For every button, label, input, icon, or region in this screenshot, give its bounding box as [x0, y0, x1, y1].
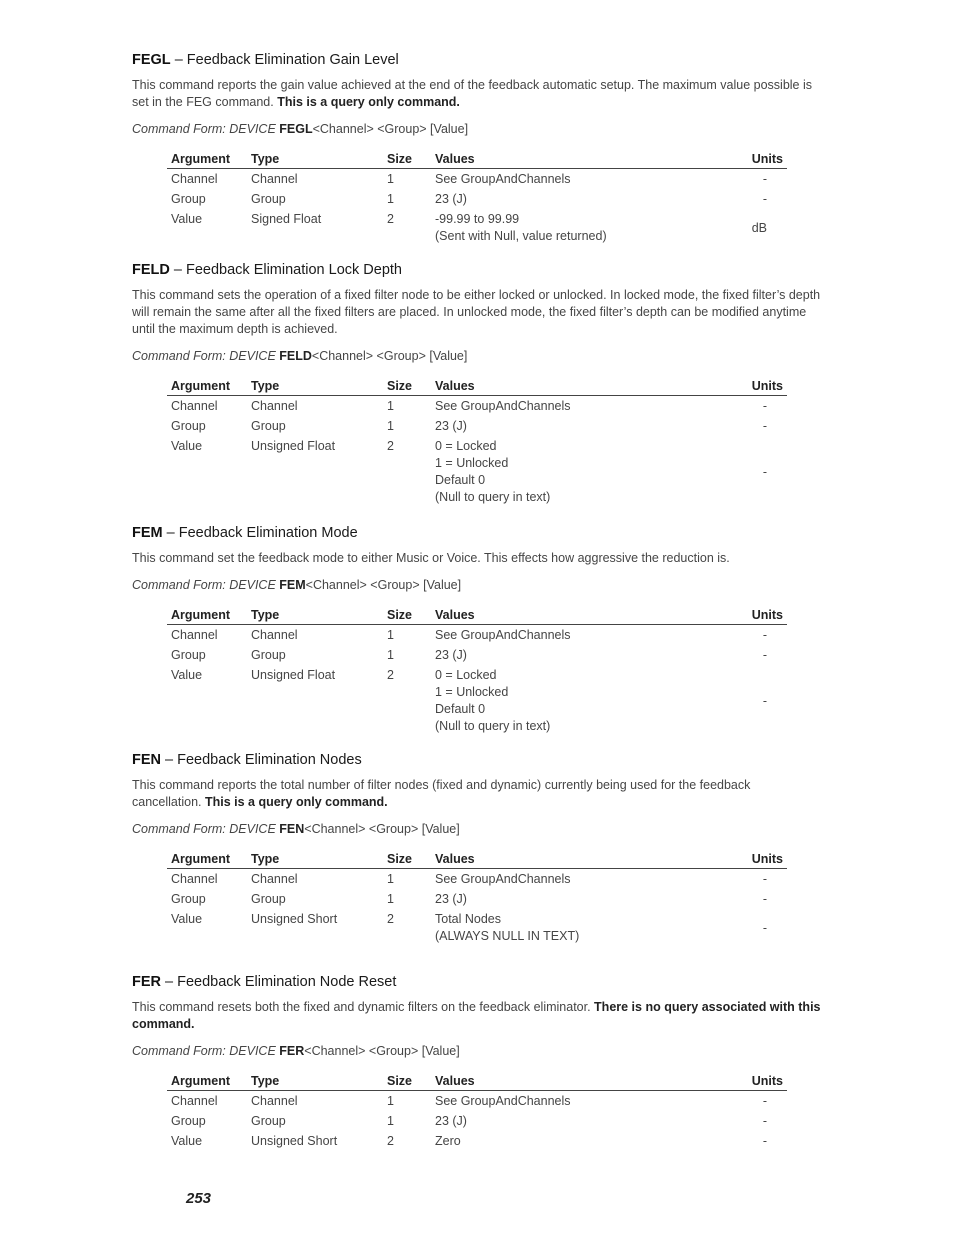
cell-values	[431, 189, 739, 209]
table-row	[167, 416, 787, 436]
header-units: Units	[739, 150, 787, 169]
parameter-table	[167, 150, 787, 246]
command-form-args: <Channel> <Group> [Value]	[304, 1044, 460, 1058]
cell-values	[431, 889, 739, 909]
value-line: Zero	[435, 1134, 461, 1148]
cell-values	[431, 396, 739, 417]
command-form-label: Command Form:	[132, 122, 230, 136]
cell-values	[431, 625, 739, 646]
command-title: Feedback Elimination Node Reset	[177, 974, 397, 990]
header-units: Units	[739, 1072, 787, 1091]
cell-values	[431, 1111, 739, 1131]
table-header-row	[167, 377, 787, 396]
command-section-fem	[132, 523, 822, 736]
command-heading	[132, 972, 822, 992]
header-size: Size	[383, 1072, 431, 1091]
description-emphasis: This is a query only command.	[204, 795, 388, 809]
header-type: Type	[247, 377, 383, 396]
cell-size: 2	[387, 912, 394, 926]
header-units: Units	[739, 850, 787, 869]
command-heading	[132, 260, 822, 280]
table-row	[167, 645, 787, 665]
cell-size: 1	[387, 1114, 394, 1128]
heading-separator: –	[162, 525, 179, 541]
cell-values	[431, 645, 739, 665]
cell-type: Channel	[251, 399, 298, 413]
table-row	[167, 209, 787, 246]
table-row	[167, 169, 787, 190]
table-header-row	[167, 1072, 787, 1091]
command-form-args: <Channel> <Group> [Value]	[312, 122, 469, 136]
cell-units: -	[762, 172, 767, 186]
cell-argument: Group	[171, 892, 206, 906]
command-description	[132, 777, 822, 811]
value-line: 1 = Unlocked	[435, 685, 509, 699]
cell-size: 2	[387, 439, 394, 453]
cell-argument: Channel	[171, 628, 218, 642]
command-form-args: <Channel> <Group> [Value]	[304, 822, 460, 836]
cell-argument: Channel	[171, 172, 218, 186]
header-size: Size	[383, 150, 431, 169]
header-argument: Argument	[167, 850, 247, 869]
command-heading	[132, 523, 822, 543]
cell-type: Group	[251, 1114, 286, 1128]
value-line: (ALWAYS NULL IN TEXT)	[435, 929, 580, 943]
command-form-code: FELD	[279, 349, 312, 363]
command-title: Feedback Elimination Nodes	[177, 752, 362, 768]
header-size: Size	[383, 850, 431, 869]
command-form-label: Command Form:	[132, 349, 230, 363]
command-form-device: DEVICE	[229, 349, 280, 363]
cell-units: -	[762, 920, 767, 935]
header-type: Type	[247, 1072, 383, 1091]
cell-size: 1	[387, 648, 394, 662]
description-text: This command reports the gain value achieved at the end of the feedback automatic setup. The maximum value possible is set in the FEG command.	[132, 78, 813, 109]
command-heading	[132, 750, 822, 770]
parameter-table	[167, 1072, 787, 1151]
command-form-code: FER	[279, 1044, 305, 1058]
command-code: FEGL	[132, 52, 171, 68]
parameter-table	[167, 850, 787, 946]
command-section-fegl	[132, 50, 822, 246]
parameter-table	[167, 606, 787, 736]
value-line: See GroupAndChannels	[435, 172, 571, 186]
cell-type: Group	[251, 419, 286, 433]
command-form-device: DEVICE	[229, 822, 280, 836]
cell-units: -	[762, 1134, 767, 1148]
value-line: 23 (J)	[435, 648, 467, 662]
value-line: Total Nodes	[435, 912, 502, 926]
command-code: FER	[132, 974, 161, 990]
command-form	[132, 120, 822, 138]
command-form-label: Command Form:	[132, 1044, 230, 1058]
value-line: -99.99 to 99.99	[435, 212, 520, 226]
heading-separator: –	[161, 752, 178, 768]
table-row	[167, 1131, 787, 1151]
cell-size: 2	[387, 212, 394, 226]
command-form-code: FEN	[279, 822, 305, 836]
command-form-device: DEVICE	[229, 578, 280, 592]
cell-units: -	[762, 1094, 767, 1108]
command-form-args: <Channel> <Group> [Value]	[311, 349, 468, 363]
cell-values	[431, 665, 739, 736]
table-header-row	[167, 150, 787, 169]
header-argument: Argument	[167, 377, 247, 396]
cell-units: -	[762, 892, 767, 906]
cell-argument: Channel	[171, 399, 218, 413]
table-row	[167, 1111, 787, 1131]
command-form-device: DEVICE	[229, 1044, 280, 1058]
description-text: This command resets both the fixed and dynamic filters on the feedback eliminator.	[132, 1000, 595, 1014]
header-units: Units	[739, 606, 787, 625]
value-line: (Null to query in text)	[435, 719, 551, 733]
cell-values	[431, 436, 739, 507]
cell-units: -	[762, 192, 767, 206]
value-line: See GroupAndChannels	[435, 1094, 571, 1108]
table-row	[167, 869, 787, 890]
table-row	[167, 396, 787, 417]
cell-size: 1	[387, 399, 394, 413]
cell-type: Unsigned Float	[251, 668, 336, 682]
heading-separator: –	[170, 52, 187, 68]
description-text: This command reports the total number of filter nodes (fixed and dynamic) currently being used for the feedback cancellation.	[132, 778, 751, 809]
header-type: Type	[247, 606, 383, 625]
cell-argument: Group	[171, 192, 206, 206]
cell-size: 1	[387, 892, 394, 906]
cell-size: 1	[387, 419, 394, 433]
cell-argument: Value	[171, 439, 203, 453]
cell-argument: Group	[171, 648, 206, 662]
cell-argument: Value	[171, 212, 203, 226]
header-argument: Argument	[167, 1072, 247, 1091]
header-values: Values	[431, 606, 739, 625]
table-row	[167, 665, 787, 736]
cell-size: 1	[387, 192, 394, 206]
command-description	[132, 550, 822, 567]
cell-type: Channel	[251, 628, 298, 642]
cell-type: Channel	[251, 872, 298, 886]
cell-values	[431, 1091, 739, 1112]
command-title: Feedback Elimination Gain Level	[186, 52, 399, 68]
value-line: See GroupAndChannels	[435, 399, 571, 413]
header-type: Type	[247, 850, 383, 869]
cell-size: 2	[387, 668, 394, 682]
description-text: This command set the feedback mode to either Music or Voice. This effects how aggressive the reduction is.	[132, 551, 730, 565]
description-emphasis: There is no query associated with this command.	[132, 1000, 821, 1031]
value-line: 0 = Locked	[435, 668, 497, 682]
value-line: Default 0	[435, 473, 486, 487]
cell-type: Group	[251, 648, 286, 662]
cell-units: -	[762, 1114, 767, 1128]
command-form	[132, 820, 822, 838]
header-values: Values	[431, 150, 739, 169]
value-line: See GroupAndChannels	[435, 872, 571, 886]
table-header-row	[167, 850, 787, 869]
cell-values	[431, 909, 739, 946]
cell-type: Channel	[251, 172, 298, 186]
command-code: FELD	[132, 262, 170, 278]
header-argument: Argument	[167, 150, 247, 169]
value-line: 1 = Unlocked	[435, 456, 509, 470]
value-line: 23 (J)	[435, 1114, 467, 1128]
command-description	[132, 287, 822, 338]
cell-units: -	[762, 628, 767, 642]
value-line: (Sent with Null, value returned)	[435, 229, 607, 243]
cell-values	[431, 169, 739, 190]
cell-argument: Value	[171, 1134, 203, 1148]
cell-values	[431, 1131, 739, 1151]
heading-separator: –	[169, 262, 186, 278]
cell-argument: Group	[171, 1114, 206, 1128]
cell-units: -	[762, 648, 767, 662]
table-row	[167, 625, 787, 646]
command-form	[132, 1042, 822, 1060]
command-form-code: FEM	[279, 578, 306, 592]
command-section-feld	[132, 260, 822, 507]
command-form-args: <Channel> <Group> [Value]	[305, 578, 462, 592]
page-number: 253	[186, 1190, 212, 1207]
command-form-device: DEVICE	[229, 122, 280, 136]
header-values: Values	[431, 1072, 739, 1091]
table-row	[167, 1091, 787, 1112]
cell-values	[431, 209, 739, 246]
command-form-code: FEGL	[279, 122, 313, 136]
cell-type: Unsigned Float	[251, 439, 336, 453]
cell-argument: Group	[171, 419, 206, 433]
cell-units: -	[762, 399, 767, 413]
cell-size: 1	[387, 1094, 394, 1108]
description-emphasis: This is a query only command.	[277, 95, 460, 109]
header-type: Type	[247, 150, 383, 169]
header-values: Values	[431, 850, 739, 869]
cell-units: -	[762, 419, 767, 433]
cell-argument: Value	[171, 912, 203, 926]
value-line: 23 (J)	[435, 892, 467, 906]
table-row	[167, 436, 787, 507]
value-line: (Null to query in text)	[435, 490, 551, 504]
header-units: Units	[739, 377, 787, 396]
table-row	[167, 189, 787, 209]
cell-units: -	[762, 693, 767, 708]
cell-size: 1	[387, 872, 394, 886]
command-heading	[132, 50, 822, 70]
cell-values	[431, 416, 739, 436]
command-description	[132, 77, 822, 111]
cell-units: -	[762, 872, 767, 886]
cell-units: -	[762, 464, 767, 479]
cell-type: Group	[251, 892, 286, 906]
header-size: Size	[383, 606, 431, 625]
header-size: Size	[383, 377, 431, 396]
command-form-label: Command Form:	[132, 822, 230, 836]
cell-size: 1	[387, 628, 394, 642]
parameter-table	[167, 377, 787, 507]
value-line: 23 (J)	[435, 192, 467, 206]
cell-units: dB	[751, 220, 767, 235]
cell-type: Unsigned Short	[251, 912, 338, 926]
command-title: Feedback Elimination Lock Depth	[185, 262, 402, 278]
command-section-fer	[132, 972, 822, 1151]
command-title: Feedback Elimination Mode	[178, 525, 358, 541]
cell-type: Unsigned Short	[251, 1134, 338, 1148]
table-row	[167, 909, 787, 946]
cell-size: 1	[387, 172, 394, 186]
cell-type: Signed Float	[251, 212, 322, 226]
header-argument: Argument	[167, 606, 247, 625]
value-line: 23 (J)	[435, 419, 467, 433]
command-form-label: Command Form:	[132, 578, 230, 592]
heading-separator: –	[161, 974, 178, 990]
cell-argument: Channel	[171, 872, 218, 886]
cell-values	[431, 869, 739, 890]
document-page	[132, 50, 822, 1151]
command-form	[132, 347, 822, 365]
value-line: Default 0	[435, 702, 486, 716]
description-text: This command sets the operation of a fixed filter node to be either locked or unlocked. In locked mode, the fixed filter’s depth will remain the same after all the fixed filters are placed. In unlocked mode, the fixed filter’s depth can be modified anytime until the maximum depth is achieved.	[132, 288, 821, 336]
value-line: See GroupAndChannels	[435, 628, 571, 642]
command-code: FEM	[132, 525, 163, 541]
cell-argument: Channel	[171, 1094, 218, 1108]
command-description	[132, 999, 822, 1033]
cell-type: Group	[251, 192, 286, 206]
table-header-row	[167, 606, 787, 625]
cell-argument: Value	[171, 668, 203, 682]
header-values: Values	[431, 377, 739, 396]
command-form	[132, 576, 822, 594]
value-line: 0 = Locked	[435, 439, 497, 453]
cell-size: 2	[387, 1134, 394, 1148]
command-section-fen	[132, 750, 822, 946]
command-code: FEN	[132, 752, 161, 768]
table-row	[167, 889, 787, 909]
cell-type: Channel	[251, 1094, 298, 1108]
